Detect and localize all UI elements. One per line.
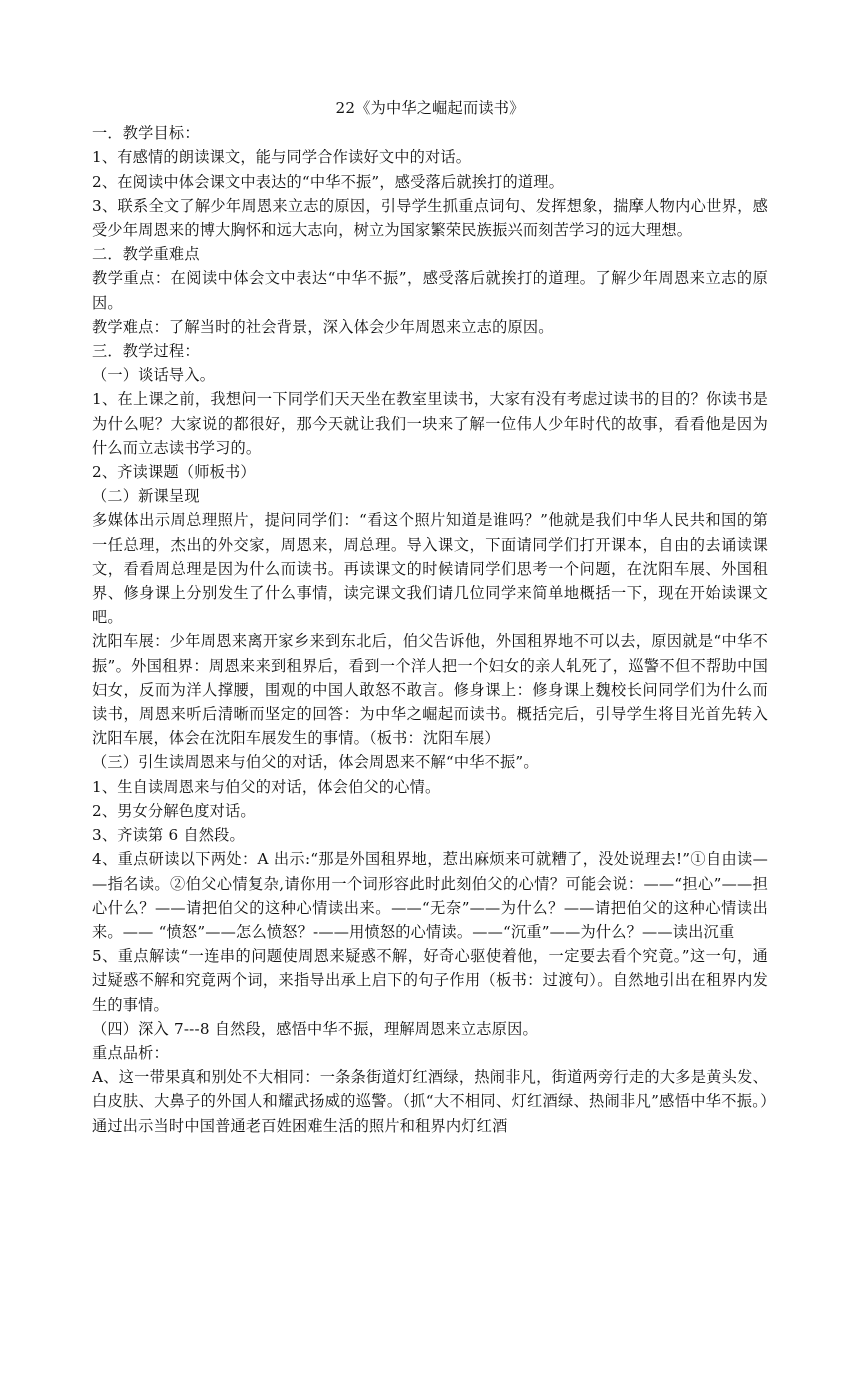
subsection-heading-deep-reading: （四）深入 7---8 自然段，感悟中华不振，理解周恩来立志原因。: [92, 1019, 538, 1038]
section-heading-goals: 一．教学目标：: [92, 124, 200, 143]
section-heading-process: 三．教学过程：: [92, 342, 200, 361]
dialogue-step-2: 2、男女分解色度对话。: [92, 801, 256, 820]
document-title: 22《为中华之崛起而读书》: [335, 99, 525, 117]
goal-item-2: 2、在阅读中体会课文中表达的“中华不振”，感受落后就挨打的道理。: [92, 172, 565, 191]
dialogue-step-1: 1、生自读周恩来与伯父的对话，体会伯父的心情。: [92, 777, 441, 796]
intro-step-1: 1、在上课之前，我想问一下同学们天天坐在教室里读书，大家有没有考虑过读书的目的？你读书是为什么呢？大家说的都很好，那今天就让我们一块来了解一位伟人少年时代的故事，看看他是因为什么而立志读书学习的。: [92, 390, 768, 457]
subsection-heading-new-lesson: （二）新课呈现: [92, 487, 200, 506]
summary-paragraph: 沈阳车展：少年周恩来离开家乡来到东北后，伯父告诉他，外国租界地不可以去，原因就是“中华不振”。外国租界：周恩来来到租界后，看到一个洋人把一个妇女的亲人轧死了，巡警不但不帮助中国妇女，反而为洋人撑腰，围观的中国人敢怒不敢言。修身课上：修身课上魏校长问同学们为什么而读书，周恩来听后清晰而坚定的回答：为中华之崛起而读书。概括完后，引导学生将目光首先转入沈阳车展，体会在沈阳车展发生的事情。（板书：沈阳车展）: [92, 632, 768, 748]
key-analysis-paragraph-a: A、这一带果真和别处不大相同：一条条街道灯红酒绿，热闹非凡，街道两旁行走的大多是黄头发、白皮肤、大鼻子的外国人和耀武扬威的巡警。（抓“大不相同、灯红酒绿、热闹非凡”感悟中华不振。）通过出示当时中国普通老百姓困难生活的照片和租界内灯红酒: [92, 1068, 768, 1135]
key-analysis-heading: 重点品析：: [92, 1043, 169, 1062]
dialogue-step-3: 3、齐读第 6 自然段。: [92, 826, 245, 845]
dialogue-step-5: 5、重点解读“一连串的问题使周恩来疑惑不解，好奇心驱使着他，一定要去看个究竟。”这一句，通过疑惑不解和究竟两个词，来指导出承上启下的句子作用（板书：过渡句）。自然地引出在租界内发生的事情。: [92, 947, 768, 1014]
document-page: [92, 96, 768, 1138]
subsection-heading-intro: （一）谈话导入。: [92, 366, 216, 385]
dialogue-step-4: 4、重点研读以下两处：A 出示:“那是外国租界地，惹出麻烦来可就糟了，没处说理去!”①自由读——指名读。②伯父心情复杂,请你用一个词形容此时此刻伯父的心情？可能会说：——“担心”——担心什么？——请把伯父的这种心情读出来。——“无奈”——为什么？——请把伯父的这种心情读出来。—— “愤怒”——怎么愤怒？-——用愤怒的心情读。——“沉重”——为什么？——读出沉重: [92, 850, 768, 941]
new-lesson-paragraph: 多媒体出示周总理照片，提问同学们：“看这个照片知道是谁吗？”他就是我们中华人民共和国的第一任总理，杰出的外交家，周恩来，周总理。导入课文，下面请同学们打开课本，自由的去诵读课文，看看周总理是因为什么而读书。再读课文的时候请同学们思考一个问题，在沈阳车展、外国租界、修身课上分别发生了什么事情，读完课文我们请几位同学来简单地概括一下，现在开始读课文吧。: [92, 511, 768, 627]
goal-item-1: 1、有感情的朗读课文，能与同学合作读好文中的对话。: [92, 148, 472, 167]
section-heading-key-points: 二．教学重难点: [92, 245, 200, 264]
intro-step-2: 2、齐读课题（师板书）: [92, 463, 256, 482]
goal-item-3: 3、联系全文了解少年周恩来立志的原因，引导学生抓重点词句、发挥想象，揣摩人物内心世界，感受少年周恩来的博大胸怀和远大志向，树立为国家繁荣民族振兴而刻苦学习的远大理想。: [92, 196, 768, 240]
difficult-point-paragraph: 教学难点：了解当时的社会背景，深入体会少年周恩来立志的原因。: [92, 317, 554, 336]
key-point-paragraph: 教学重点：在阅读中体会文中表达“中华不振”，感受落后就挨打的道理。了解少年周恩来立志的原因。: [92, 269, 768, 312]
subsection-heading-dialogue: （三）引生读周恩来与伯父的对话，体会周恩来不解“中华不振”。: [92, 753, 539, 772]
